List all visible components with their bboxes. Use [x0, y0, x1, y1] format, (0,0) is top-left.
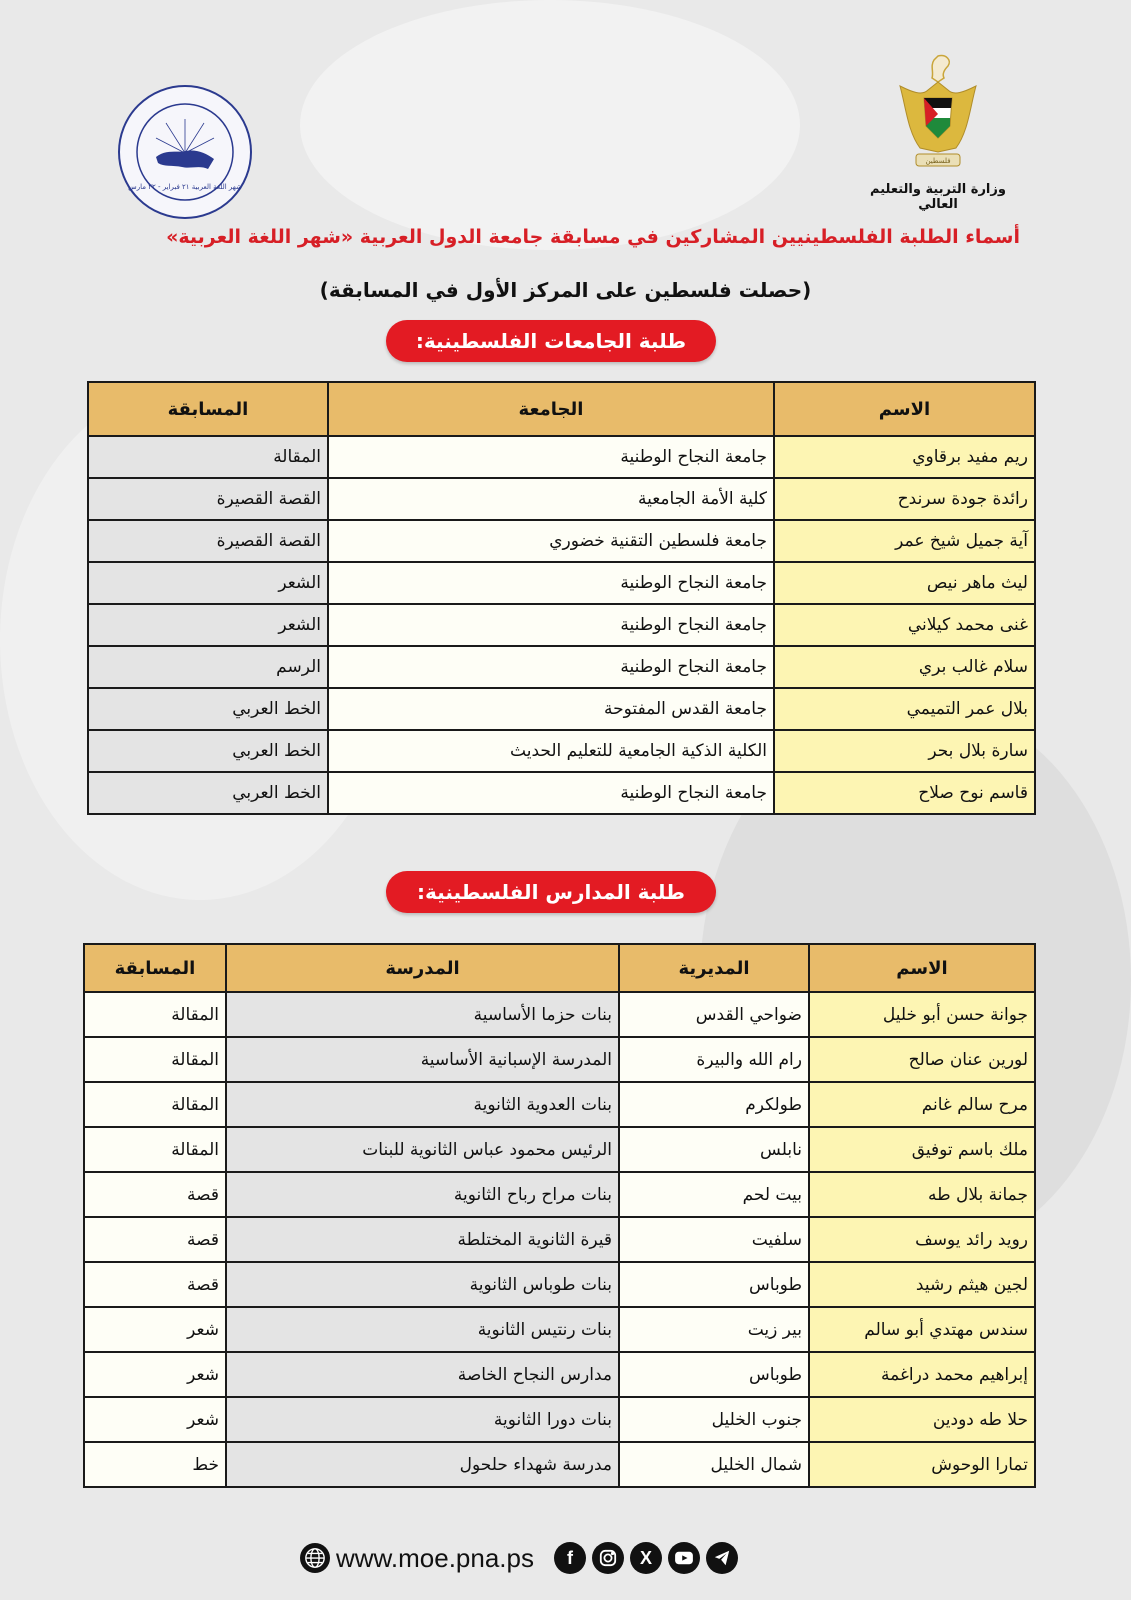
- cell-directorate: سلفيت: [619, 1217, 809, 1262]
- cell-competition: خط: [84, 1442, 226, 1487]
- table-header-row: [84, 944, 1035, 992]
- table-row: [88, 646, 1035, 688]
- cell-student-name: آية جميل شيخ عمر: [774, 520, 1035, 562]
- cell-student-name: ليث ماهر نيص: [774, 562, 1035, 604]
- table-row: [84, 1082, 1035, 1127]
- schools-table: [83, 943, 1036, 1488]
- cell-school: مدارس النجاح الخاصة: [226, 1352, 619, 1397]
- column-header-name: الاسم: [774, 382, 1035, 436]
- cell-competition: قصة: [84, 1217, 226, 1262]
- column-header-competition: المسابقة: [84, 944, 226, 992]
- cell-school: مدرسة شهداء حلحول: [226, 1442, 619, 1487]
- table-row: [88, 478, 1035, 520]
- cell-university: جامعة النجاح الوطنية: [328, 646, 774, 688]
- cell-student-name: غنى محمد كيلاني: [774, 604, 1035, 646]
- table-header-row: [88, 382, 1035, 436]
- cell-directorate: طوباس: [619, 1352, 809, 1397]
- cell-student-name: ريم مفيد برقاوي: [774, 436, 1035, 478]
- table-row: [84, 1127, 1035, 1172]
- cell-student-name: ملك باسم توفيق: [809, 1127, 1035, 1172]
- instagram-icon[interactable]: [592, 1542, 624, 1574]
- cell-competition: القصة القصيرة: [88, 520, 328, 562]
- table-row: [84, 992, 1035, 1037]
- cell-directorate: بيت لحم: [619, 1172, 809, 1217]
- cell-student-name: حلا طه دودين: [809, 1397, 1035, 1442]
- cell-student-name: مرح سالم غانم: [809, 1082, 1035, 1127]
- cell-university: جامعة النجاح الوطنية: [328, 604, 774, 646]
- cell-competition: الرسم: [88, 646, 328, 688]
- cell-school: الرئيس محمود عباس الثانوية للبنات: [226, 1127, 619, 1172]
- cell-competition: المقالة: [88, 436, 328, 478]
- page-title: أسماء الطلبة الفلسطينيين المشاركين في مسابقة جامعة الدول العربية «شهر اللغة العربية»: [166, 226, 1020, 248]
- table-row: [88, 604, 1035, 646]
- cell-competition: الخط العربي: [88, 730, 328, 772]
- cell-competition: المقالة: [84, 1082, 226, 1127]
- table-row: [84, 1037, 1035, 1082]
- facebook-icon[interactable]: f: [554, 1542, 586, 1574]
- cell-directorate: طولكرم: [619, 1082, 809, 1127]
- cell-competition: الشعر: [88, 562, 328, 604]
- cell-school: بنات دورا الثانوية: [226, 1397, 619, 1442]
- table-row: [88, 688, 1035, 730]
- cell-school: المدرسة الإسبانية الأساسية: [226, 1037, 619, 1082]
- cell-student-name: سندس مهتدي أبو سالم: [809, 1307, 1035, 1352]
- seal-text: شهر اللغة العربية ٢١ فبراير - ٢٢ مارس: [128, 183, 242, 191]
- cell-competition: الشعر: [88, 604, 328, 646]
- universities-table: [87, 381, 1036, 815]
- website-link[interactable]: www.moe.pna.ps: [336, 1542, 534, 1573]
- table-row: [84, 1307, 1035, 1352]
- table-row: [84, 1352, 1035, 1397]
- table-row: [84, 1172, 1035, 1217]
- cell-student-name: رويد رائد يوسف: [809, 1217, 1035, 1262]
- x-icon[interactable]: X: [630, 1542, 662, 1574]
- emblem-text: فلسطين: [925, 157, 951, 165]
- column-header-name: الاسم: [809, 944, 1035, 992]
- cell-student-name: رائدة جودة سرندح: [774, 478, 1035, 520]
- cell-competition: شعر: [84, 1352, 226, 1397]
- cell-competition: المقالة: [84, 1037, 226, 1082]
- cell-competition: شعر: [84, 1307, 226, 1352]
- cell-competition: المقالة: [84, 1127, 226, 1172]
- cell-university: كلية الأمة الجامعية: [328, 478, 774, 520]
- footer: [300, 1542, 744, 1574]
- cell-student-name: سارة بلال بحر: [774, 730, 1035, 772]
- ministry-logo: [858, 48, 1018, 212]
- cell-directorate: رام الله والبيرة: [619, 1037, 809, 1082]
- cell-competition: القصة القصيرة: [88, 478, 328, 520]
- cell-student-name: جمانة بلال طه: [809, 1172, 1035, 1217]
- column-header-competition: المسابقة: [88, 382, 328, 436]
- table-row: [88, 436, 1035, 478]
- cell-directorate: شمال الخليل: [619, 1442, 809, 1487]
- cell-university: جامعة القدس المفتوحة: [328, 688, 774, 730]
- universities-section-label: طلبة الجامعات الفلسطينية:: [386, 320, 716, 362]
- cell-university: جامعة النجاح الوطنية: [328, 562, 774, 604]
- palestine-eagle-emblem-icon: [890, 48, 986, 178]
- cell-school: بنات حزما الأساسية: [226, 992, 619, 1037]
- table-row: [84, 1262, 1035, 1307]
- column-header-directorate: المديرية: [619, 944, 809, 992]
- cell-competition: قصة: [84, 1172, 226, 1217]
- cell-student-name: بلال عمر التميمي: [774, 688, 1035, 730]
- arabic-language-month-seal: [116, 83, 254, 221]
- cell-competition: قصة: [84, 1262, 226, 1307]
- table-row: [84, 1397, 1035, 1442]
- page-subtitle: (حصلت فلسطين على المركز الأول في المسابقة): [319, 278, 812, 302]
- cell-student-name: جوانة حسن أبو خليل: [809, 992, 1035, 1037]
- cell-competition: الخط العربي: [88, 772, 328, 814]
- cell-student-name: لورين عنان صالح: [809, 1037, 1035, 1082]
- cell-university: جامعة فلسطين التقنية خضوري: [328, 520, 774, 562]
- cell-university: جامعة النجاح الوطنية: [328, 436, 774, 478]
- cell-directorate: ضواحي القدس: [619, 992, 809, 1037]
- table-row: [88, 562, 1035, 604]
- table-row: [88, 520, 1035, 562]
- youtube-icon[interactable]: [668, 1542, 700, 1574]
- cell-student-name: سلام غالب بري: [774, 646, 1035, 688]
- column-header-school: المدرسة: [226, 944, 619, 992]
- cell-student-name: لجين هيثم رشيد: [809, 1262, 1035, 1307]
- cell-competition: شعر: [84, 1397, 226, 1442]
- table-row: [84, 1217, 1035, 1262]
- cell-student-name: تمارا الوحوش: [809, 1442, 1035, 1487]
- cell-student-name: قاسم نوح صلاح: [774, 772, 1035, 814]
- table-row: [88, 772, 1035, 814]
- column-header-university: الجامعة: [328, 382, 774, 436]
- cell-directorate: جنوب الخليل: [619, 1397, 809, 1442]
- cell-university: جامعة النجاح الوطنية: [328, 772, 774, 814]
- cell-university: الكلية الذكية الجامعية للتعليم الحديث: [328, 730, 774, 772]
- cell-school: بنات مراح رباح الثانوية: [226, 1172, 619, 1217]
- cell-competition: المقالة: [84, 992, 226, 1037]
- cell-school: بنات رنتيس الثانوية: [226, 1307, 619, 1352]
- cell-directorate: طوباس: [619, 1262, 809, 1307]
- cell-directorate: نابلس: [619, 1127, 809, 1172]
- cell-directorate: بير زيت: [619, 1307, 809, 1352]
- cell-student-name: إبراهيم محمد دراغمة: [809, 1352, 1035, 1397]
- cell-school: بنات طوباس الثانوية: [226, 1262, 619, 1307]
- cell-school: قيرة الثانوية المختلطة: [226, 1217, 619, 1262]
- schools-section-label: طلبة المدارس الفلسطينية:: [386, 871, 716, 913]
- cell-competition: الخط العربي: [88, 688, 328, 730]
- table-row: [88, 730, 1035, 772]
- table-row: [84, 1442, 1035, 1487]
- ministry-name: وزارة التربية والتعليم العالي: [870, 182, 1006, 212]
- cell-school: بنات العدوية الثانوية: [226, 1082, 619, 1127]
- telegram-icon[interactable]: [706, 1542, 738, 1574]
- globe-icon: [300, 1543, 330, 1573]
